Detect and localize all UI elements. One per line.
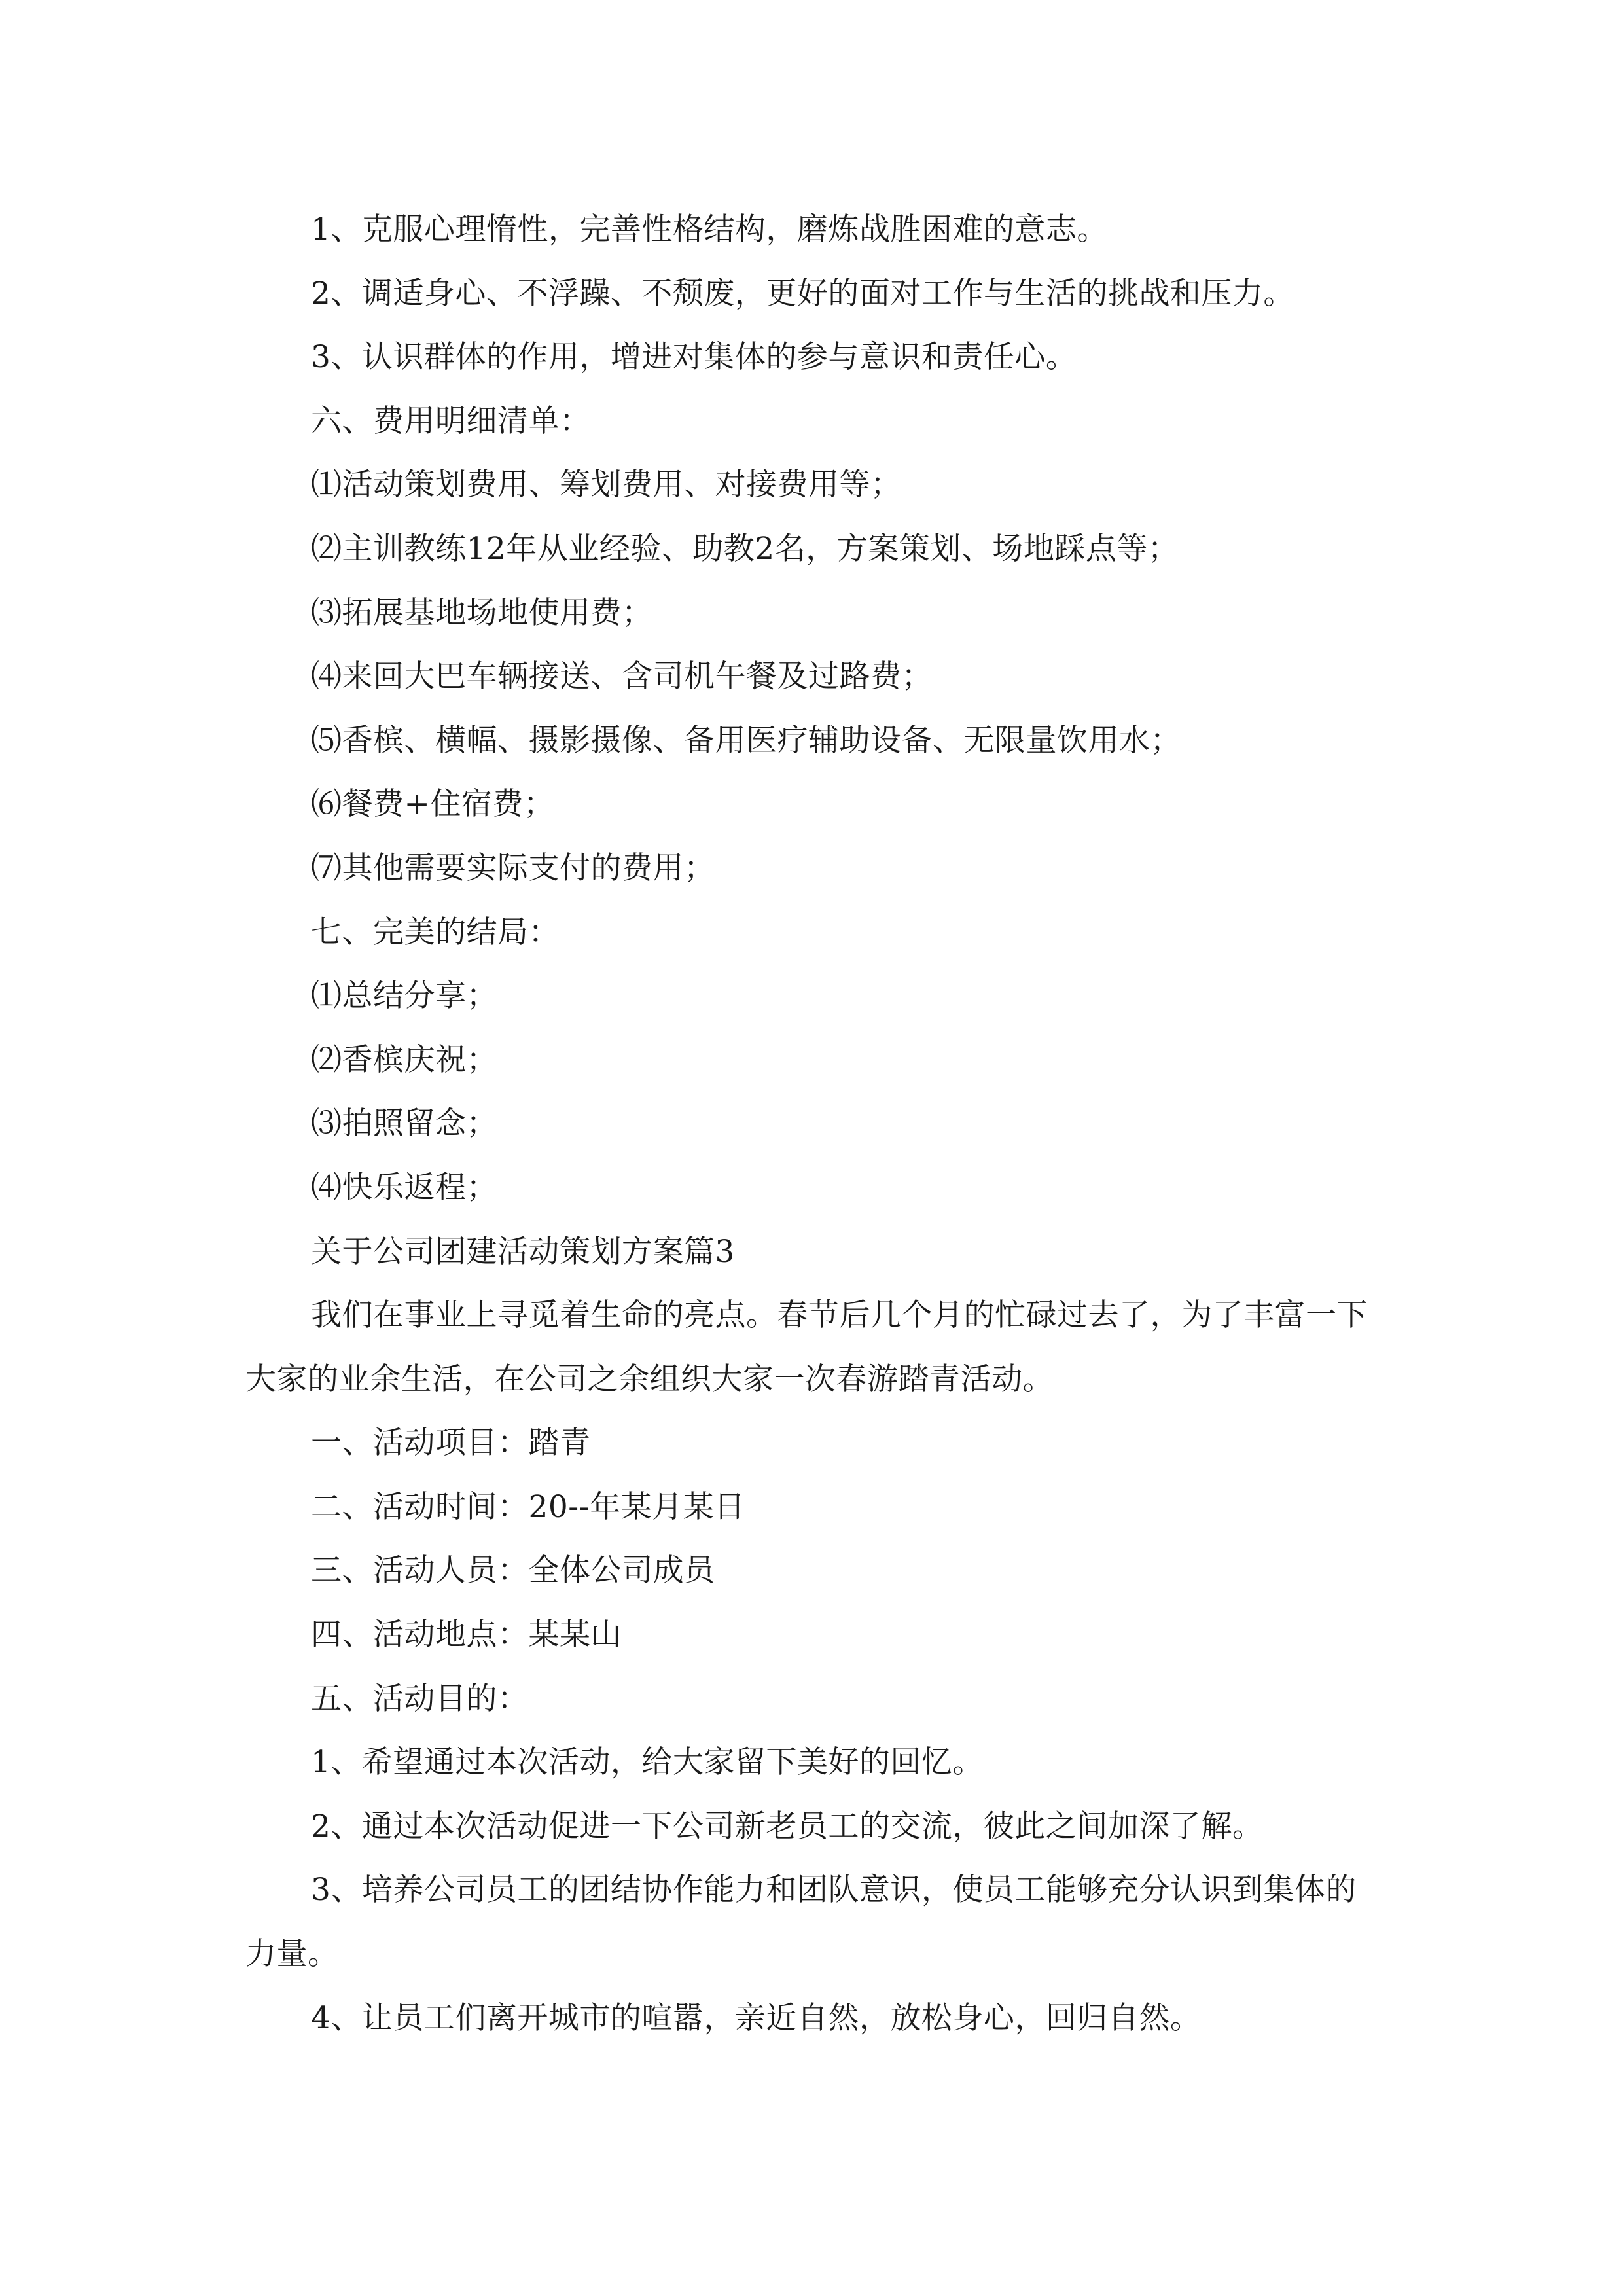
list-item: ⑸香槟、横幅、摄影摄像、备用医疗辅助设备、无限量饮用水；	[311, 722, 1181, 759]
list-item: ⑺其他需要实际支付的费用；	[311, 850, 715, 886]
list-item: ⑹餐费+住宿费；	[311, 786, 555, 823]
intro-paragraph: 我们在事业上寻觅着生命的亮点。春节后几个月的忙碌过去了，为了丰富一下大家的业余生活，在公司之余组织大家一次春游踏青活动。	[245, 1297, 1368, 1397]
section-heading: 七、完美的结局：	[311, 914, 560, 950]
article-title: 关于公司团建活动策划方案篇3	[311, 1233, 735, 1270]
list-item: ⑷来回大巴车辆接送、含司机午餐及过路费；	[311, 658, 933, 695]
list-item: ⑵香槟庆祝；	[311, 1041, 497, 1078]
section-heading: 一、活动项目：踏青	[311, 1425, 591, 1462]
section-heading: 四、活动地点：某某山	[311, 1617, 622, 1653]
list-item: 4、让员工们离开城市的喧嚣，亲近自然，放松身心，回归自然。	[311, 2000, 1202, 2036]
section-heading: 三、活动人员：全体公司成员	[311, 1552, 715, 1589]
section-heading: 二、活动时间：20--年某月某日	[311, 1488, 745, 1525]
list-item: 3、培养公司员工的团结协作能力和团队意识，使员工能够充分认识到集体的力量。	[245, 1872, 1357, 1973]
paragraph: 1、克服心理惰性，完善性格结构，磨炼战胜困难的意志。	[311, 211, 1108, 247]
paragraph: 3、认识群体的作用，增进对集体的参与意识和责任心。	[311, 339, 1077, 376]
document-body	[245, 198, 1384, 2050]
list-item: ⑶拓展基地场地使用费；	[311, 594, 653, 631]
list-item: ⑷快乐返程；	[311, 1169, 497, 1206]
list-item: ⑴总结分享；	[311, 978, 497, 1014]
paragraph: 2、调适身心、不浮躁、不颓废，更好的面对工作与生活的挑战和压力。	[311, 275, 1294, 312]
list-item: ⑶拍照留念；	[311, 1105, 497, 1142]
list-item: 1、希望通过本次活动，给大家留下美好的回忆。	[311, 1744, 984, 1781]
section-heading: 六、费用明细清单：	[311, 403, 591, 439]
list-item: ⑴活动策划费用、筹划费用、对接费用等；	[311, 467, 902, 503]
section-heading: 五、活动目的：	[311, 1680, 529, 1717]
list-item: 2、通过本次活动促进一下公司新老员工的交流，彼此之间加深了解。	[311, 1808, 1264, 1844]
list-item: ⑵主训教练12年从业经验、助教2名，方案策划、场地踩点等；	[311, 530, 1179, 567]
